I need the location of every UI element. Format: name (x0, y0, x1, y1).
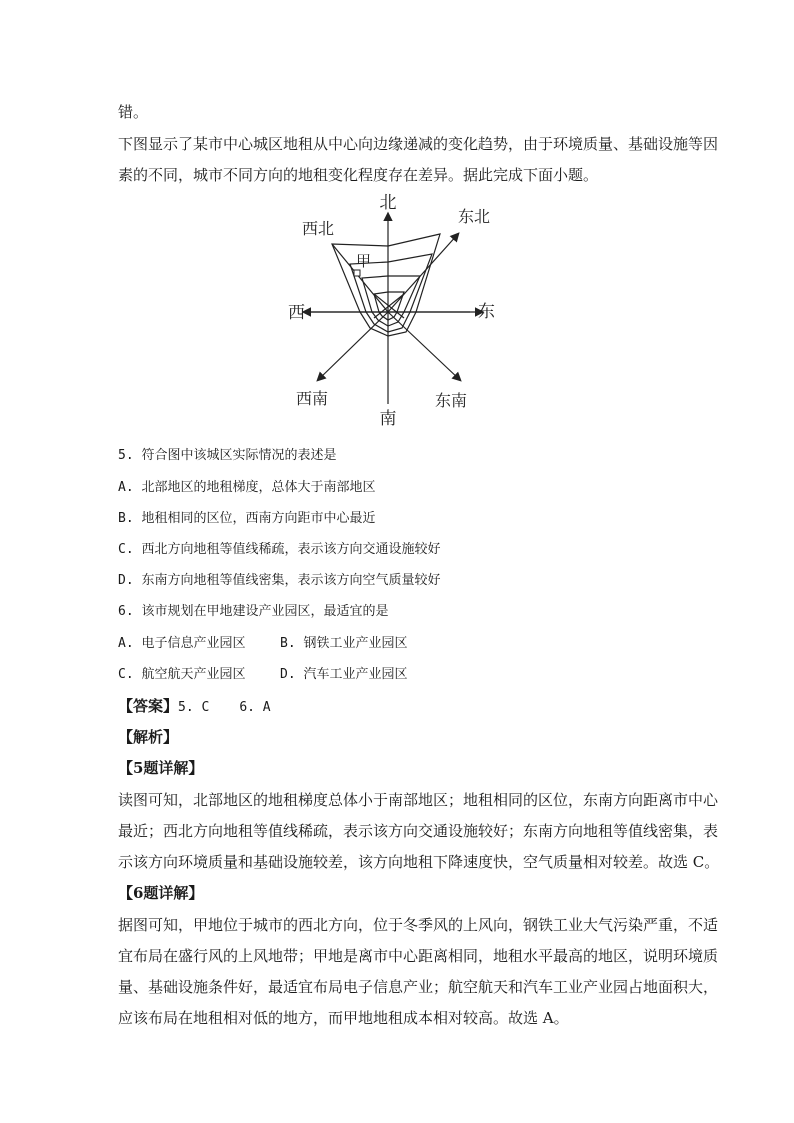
label-north: 北 (379, 193, 397, 213)
label-northeast: 东北 (458, 207, 491, 226)
label-point-jia: 甲 (356, 252, 372, 270)
question-5-stem: 5. 符合图中该城区实际情况的表述是 (118, 448, 337, 463)
axis-southwest (318, 312, 388, 380)
answer-q5: 5. C (178, 700, 210, 715)
detail-5-label: 【5题详解】 (118, 759, 204, 777)
detail-6-line: 量、基础设施条件好，最适宜布局电子信息产业；航空航天和汽车工业产业园占地面积大， (118, 978, 719, 996)
detail-5-line: 最近；西北方向地租等值线稀疏，表示该方向交通设施较好；东南方向地租等值线密集，表 (118, 822, 719, 840)
answer-q6: 6. A (239, 700, 271, 715)
text-line: 素的不同，城市不同方向的地租变化程度存在差异。据此完成下面小题。 (118, 166, 599, 184)
axis-northeast (388, 234, 458, 312)
q5-option-a: A. 北部地区的地租梯度，总体大于南部地区 (118, 480, 376, 495)
q5-option-d: D. 东南方向地租等值线密集，表示该方向空气质量较好 (118, 573, 441, 588)
q6-option-c: C. 航空航天产业园区 (118, 667, 246, 682)
label-west: 西 (288, 303, 305, 323)
axis-southeast (388, 312, 460, 380)
label-southwest: 西南 (296, 389, 329, 408)
q5-option-b: B. 地租相同的区位，西南方向距市中心最近 (118, 511, 376, 526)
q6-option-d: D. 汽车工业产业园区 (280, 667, 408, 682)
contour-1 (332, 234, 440, 336)
detail-5-line: 示该方向环境质量和基础设施较差，该方向地租下降速度快，空气质量相对较差。故选 C。 (118, 853, 720, 871)
detail-6-line: 宜布局在盛行风的上风地带；甲地是离市中心距离相同，地租水平最高的地区，说明环境质 (118, 947, 719, 965)
detail-6-line: 应该布局在地租相对低的地方，而甲地地租成本相对较高。故选 A。 (118, 1009, 569, 1027)
label-south: 南 (379, 409, 397, 429)
label-northwest: 西北 (302, 219, 335, 238)
analysis-label: 【解析】 (118, 728, 179, 746)
question-6-stem: 6. 该市规划在甲地建设产业园区，最适宜的是 (118, 604, 389, 619)
q5-option-c: C. 西北方向地租等值线稀疏，表示该方向交通设施较好 (118, 542, 441, 557)
q6-option-b: B. 钢铁工业产业园区 (280, 636, 408, 651)
label-east: 东 (478, 302, 495, 322)
detail-6-line: 据图可知，甲地位于城市的西北方向，位于冬季风的上风向，钢铁工业大气污染严重，不适 (118, 916, 719, 934)
point-jia-marker (354, 270, 360, 276)
answer-line (118, 696, 271, 718)
answer-label: 【答案】 (118, 697, 179, 715)
label-southeast: 东南 (435, 391, 468, 410)
land-rent-diagram (270, 192, 510, 432)
q6-option-a: A. 电子信息产业园区 (118, 636, 246, 651)
detail-6-label: 【6题详解】 (118, 884, 204, 902)
detail-5-line: 读图可知，北部地区的地租梯度总体小于南部地区；地租相同的区位，东南方向距离市中心 (118, 791, 719, 809)
text-line: 下图显示了某市中心城区地租从中心向边缘递减的变化趋势，由于环境质量、基础设施等因 (118, 135, 719, 153)
text-line: 错。 (118, 103, 149, 121)
